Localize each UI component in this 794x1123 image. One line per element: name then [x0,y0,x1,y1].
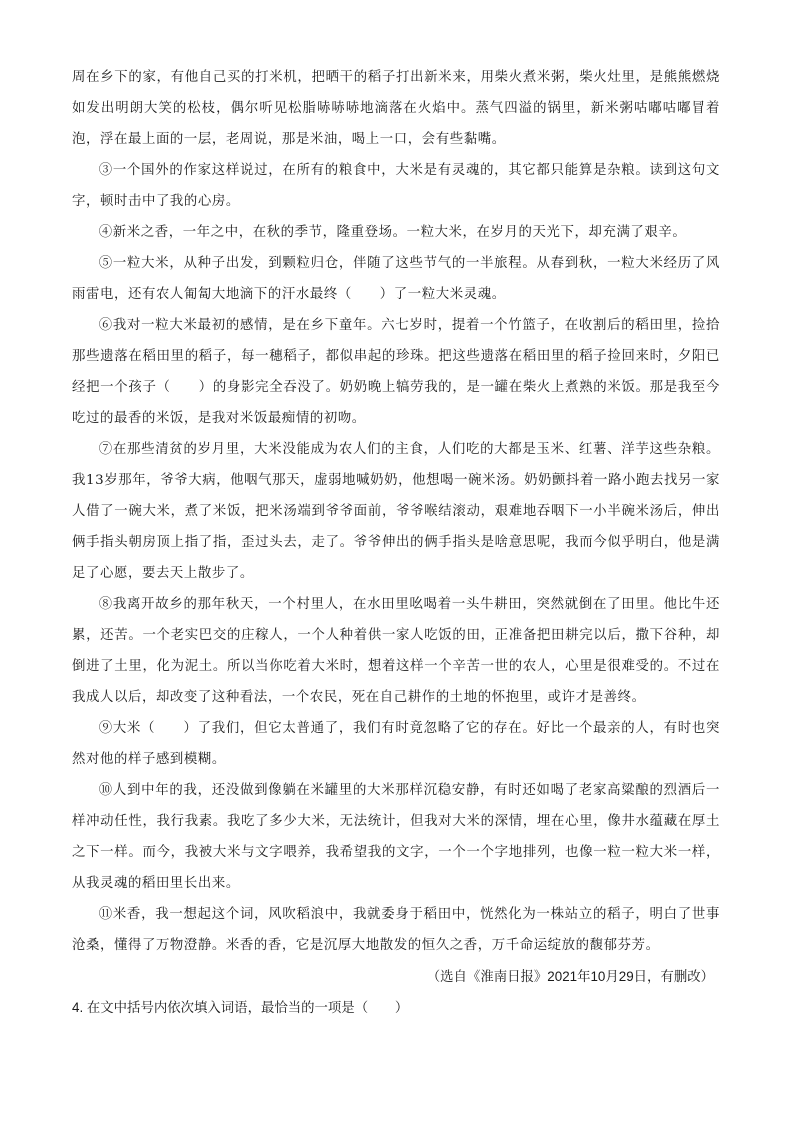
question-4: 4. 在文中括号内依次填入词语，最恰当的一项是（ ） [72,1000,409,1015]
article-paragraph-7: ⑦在那些清贫的岁月里，大米没能成为农人们的主食，人们吃的大都是玉米、红薯、洋芋这些杂粮。我13岁那年，爷爷大病，他咽气那天，虚弱地喊奶奶，他想喝一碗米汤。奶奶颤抖着一路小跑去找另一家人借了一碗大米，煮了米饭，把米汤端到爷爷面前，爷爷喉结滚动，艰难地吞咽下一小半碗米汤后，伸出俩手指头朝房顶上指了指，歪过头去，走了。爷爷伸出的俩手指头是啥意思呢，我而今似乎明白，他是满足了心愿，要去天上散步了。 [72,442,720,581]
article-paragraph-6: ⑥我对一粒大米最初的感情，是在乡下童年。六七岁时，提着一个竹篮子，在收割后的稻田里，捡拾那些遗落在稻田里的稻子，每一穗稻子，都似串起的珍珠。把这些遗落在稻田里的稻子捡回来时，夕阳已经把一个孩子（ ）的身影完全吞没了。奶奶晚上犒劳我的，是一罐在柴火上煮熟的米饭。那是我至今吃过的最香的米饭，是我对米饭最痴情的初吻。 [72,318,720,426]
article-source-citation: （选自《淮南日报》2021年10月29日，有删改） [426,969,714,984]
article-body [72,62,720,961]
article-paragraph-3: ③一个国外的作家这样说过，在所有的粮食中，大米是有灵魂的，其它都只能算是杂粮。读到这句文字，顿时击中了我的心房。 [72,163,720,209]
document-page [72,62,720,1023]
article-paragraph-continued: 周在乡下的家，有他自己买的打米机，把晒干的稻子打出新米来，用柴火煮米粥，柴火灶里，是熊熊燃烧如发出明朗大笑的松枝，偶尔听见松脂哧哧哧地滴落在火焰中。蒸气四溢的锅里，新米粥咕嘟咕嘟冒着泡，浮在最上面的一层，老周说，那是米油，喝上一口，会有些黏嘴。 [72,70,720,147]
article-paragraph-10: ⑩人到中年的我，还没做到像躺在米罐里的大米那样沉稳安静，有时还如喝了老家高粱酿的烈酒后一样冲动任性，我行我素。我吃了多少大米，无法统计，但我对大米的深情，埋在心里，像井水蕴藏在厚土之下一样。而今，我被大米与文字喂养，我希望我的文字，一个一个字地排列，也像一粒一粒大米一样，从我灵魂的稻田里长出来。 [72,783,720,891]
article-paragraph-9: ⑨大米（ ）了我们，但它太普通了，我们有时竟忽略了它的存在。好比一个最亲的人，有时也突然对他的样子感到模糊。 [72,721,720,767]
article-paragraph-8: ⑧我离开故乡的那年秋天，一个村里人，在水田里吆喝着一头牛耕田，突然就倒在了田里。他比牛还累，还苦。一个老实巴交的庄稼人，一个人种着供一家人吃饭的田，正准备把田耕完以后，撒下谷种，却倒进了土里，化为泥土。所以当你吃着大米时，想着这样一个辛苦一世的农人，心里是很难受的。不过在我成人以后，却改变了这种看法，一个农民，死在自己耕作的土地的怀抱里，或许才是善终。 [72,597,720,705]
article-paragraph-4: ④新米之香，一年之中，在秋的季节，隆重登场。一粒大米，在岁月的天光下，却充满了艰辛。 [98,225,687,240]
article-paragraph-11: ⑪米香，我一想起这个词，风吹稻浪中，我就委身于稻田中，恍然化为一株站立的稻子，明白了世事沧桑，懂得了万物澄静。米香的香，它是沉厚大地散发的恒久之香，万千命运绽放的馥郁芬芳。 [72,907,720,953]
article-paragraph-5: ⑤一粒大米，从种子出发，到颗粒归仓，伴随了这些节气的一半旅程。从春到秋，一粒大米经历了风雨雷电，还有农人匍匐大地滴下的汗水最终（ ）了一粒大米灵魂。 [72,256,720,302]
